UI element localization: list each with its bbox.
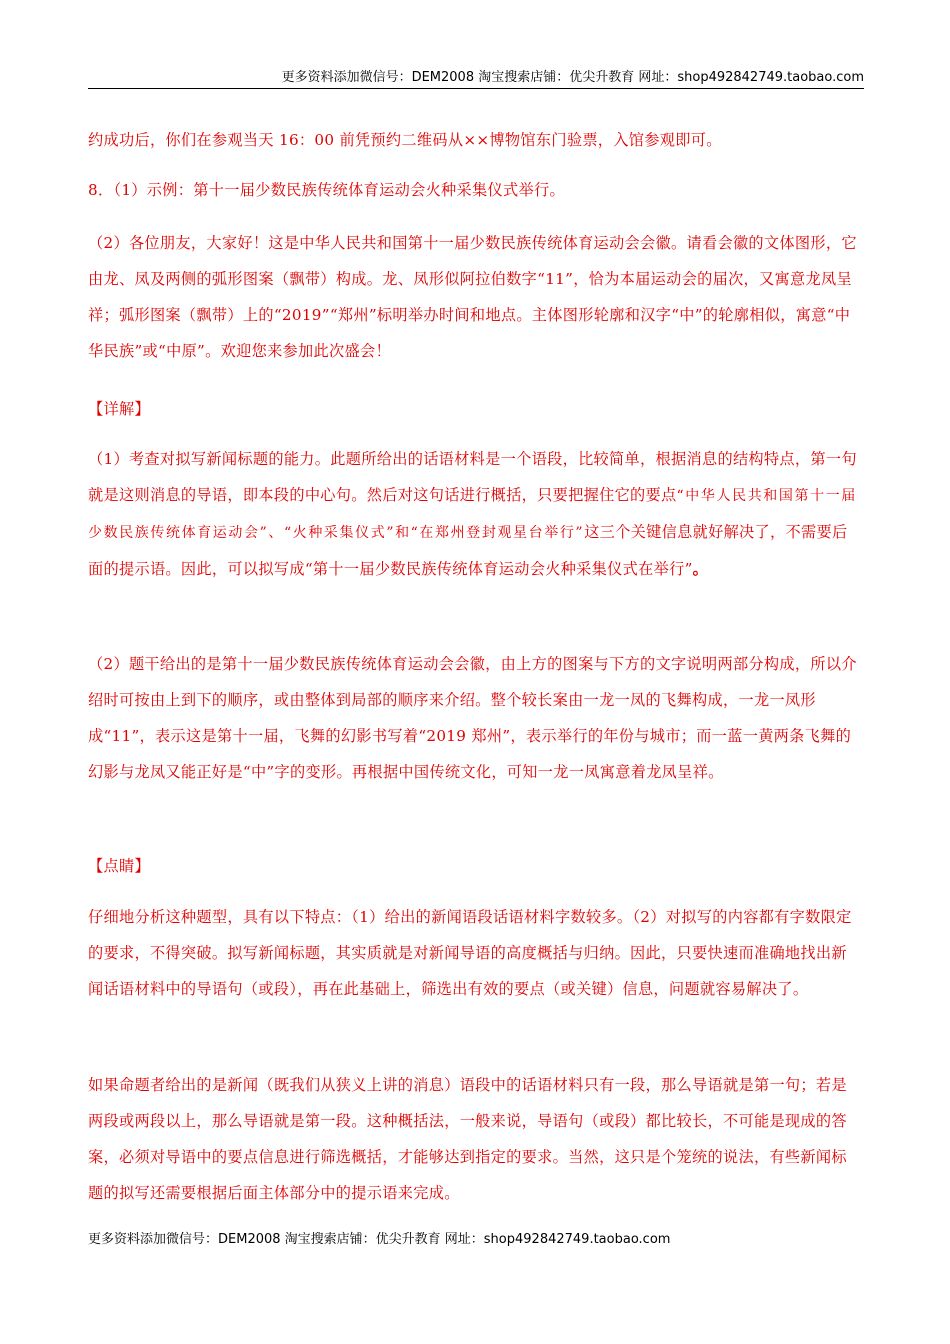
detail-paragraph-1-text-c: 这三个关键信息就好解决了，不需要后面的提示语。因此，可以拟写成“第十一届少数民族传统体育运动会火种采集仪式在举行” (88, 523, 848, 578)
detail-paragraph-1-text-a: （1）考查对拟写新闻标题的能力。此题所给出的话语材料是一个语段，比较简单，根据消息的结构特点，第一句就是这则消息的导语，即本段的中心句。然后对这句话进行概括，只要把握住它的要点 (88, 450, 857, 504)
answer-8-part-2: （2）各位朋友，大家好！这是中华人民共和国第十一届少数民族传统体育运动会会徽。请看会徽的文体图形，它由龙、凤及两侧的弧形图案（飘带）构成。龙、凤形似阿拉伯数字“11”，恰为本届运动会的届次，又寓意龙凤呈祥；弧形图案（飘带）上的“2019”“郑州”标明举办时间和地点。主体图形轮廓和汉字“中”的轮廓相似，寓意“中华民族”或“中原”。欢迎您来参加此次盛会！ (88, 234, 857, 360)
detail-paragraph-1-keypoints: “中华人民共和国第十一届少数民族传统体育运动会”、“火种采集仪式”和“在郑州登封观星台举行” (88, 488, 857, 541)
answer-8-part-1: 8．（1）示例：第十一届少数民族传统体育运动会火种采集仪式举行。 (88, 181, 565, 199)
section-heading-detail: 【详解】 (88, 400, 150, 418)
paragraph-continuation: 约成功后，你们在参观当天 16：00 前凭预约二维码从××博物馆东门验票，入馆参观即可。 (88, 131, 722, 149)
detail-paragraph-2: （2）题干给出的是第十一届少数民族传统体育运动会会徽，由上方的图案与下方的文字说明两部分构成，所以介绍时可按由上到下的顺序，或由整体到局部的顺序来介绍。整个较长案由一龙一凤的飞舞构成，一龙一凤形成“11”，表示这是第十一届，飞舞的幻影书写着“2019 郑州”，表示举行的年份与城市；而一蓝一黄两条飞舞的幻影与龙凤又能正好是“中”字的变形。再根据中国传统文化，可知一龙一凤寓意着龙凤呈祥。 (88, 655, 857, 781)
detail-paragraph-1 (88, 441, 860, 587)
tip-paragraph-2: 如果命题者给出的是新闻（既我们从狭义上讲的消息）语段中的话语材料只有一段，那么导语就是第一句；若是两段或两段以上，那么导语就是第一段。这种概括法，一般来说，导语句（或段）都比较长，不可能是现成的答案，必须对导语中的要点信息进行筛选概括，才能够达到指定的要求。当然，这只是个笼统的说法，有些新闻标题的拟写还需要根据后面主体部分中的提示语来完成。 (88, 1076, 847, 1202)
tip-paragraph-1: 仔细地分析这种题型，具有以下特点：（1）给出的新闻语段话语材料字数较多。（2）对拟写的内容都有字数限定的要求，不得突破。拟写新闻标题，其实质就是对新闻导语的高度概括与归纳。因此，只要快速而准确地找出新闻话语材料中的导语句（或段），再在此基础上，筛选出有效的要点（或关键）信息，问题就容易解决了。 (88, 908, 852, 998)
page-header: 更多资料添加微信号：DEM2008 淘宝搜索店铺：优尖升教育 网址：shop492842749.taobao.com (88, 68, 864, 89)
page-footer: 更多资料添加微信号：DEM2008 淘宝搜索店铺：优尖升教育 网址：shop492842749.taobao.com (88, 1232, 671, 1247)
detail-paragraph-1-end: 。 (692, 560, 709, 578)
section-heading-tip: 【点睛】 (88, 857, 150, 875)
